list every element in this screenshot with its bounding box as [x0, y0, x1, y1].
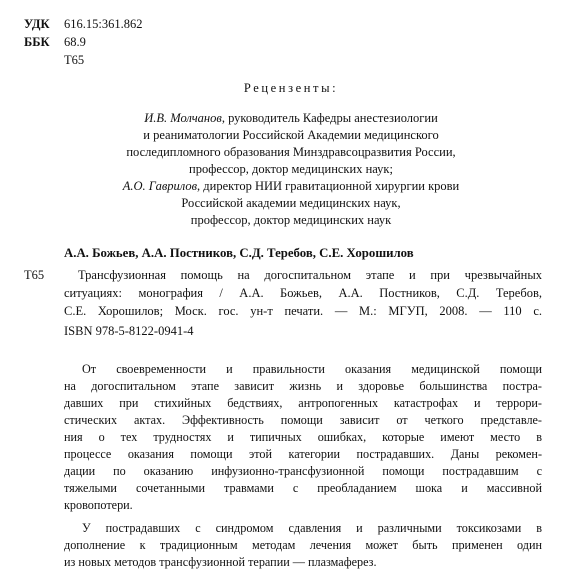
record-line-3: С.Е. Хорошилов; Моск. гос. ун-т печати. — М.: МГУП, 2008. — 110 с.	[64, 304, 542, 318]
record-sign: Т65	[24, 268, 45, 282]
reviewer-1-line-3: последипломного образования Минздравсоцразвития России,	[126, 145, 456, 159]
reviewer-2-role: , директор НИИ гравитационной хирургии крови	[197, 179, 460, 193]
abstract-p2-line-3: из новых методов трансфузионной терапии — плазмаферез.	[64, 555, 377, 569]
abstract-p1-line-2: на догоспитальном этапе зависит жизнь и здоровье большинства постра-	[64, 379, 542, 393]
udk-label: УДК	[24, 17, 50, 31]
author-sign: Т65	[64, 53, 85, 67]
record-isbn: ISBN 978-5-8122-0941-4	[64, 324, 194, 338]
reviewer-2-name: А.О. Гаврилов	[122, 179, 198, 193]
reviewer-1-line-4: профессор, доктор медицинских наук;	[189, 162, 393, 176]
reviewer-1-name: И.В. Молчанов	[144, 111, 222, 125]
abstract-p2-line-2: дополнение к традиционным методам лечения может быть применен один	[64, 538, 542, 552]
bbk-value: 68.9	[64, 35, 86, 49]
reviewer-2-line-2: Российской академии медицинских наук,	[181, 196, 401, 210]
bbk-label: ББК	[24, 35, 50, 49]
record-line-1: Трансфузионная помощь на догоспитальном этапе и при чрезвычайных	[78, 268, 542, 282]
reviewer-1-role: , руководитель Кафедры анестезиологии	[221, 111, 438, 125]
abstract-p2-line-1: У пострадавших с синдромом сдавления и различными токсикозами в	[82, 521, 542, 535]
abstract-p1-line-8: тяжелыми сочетанными травмами с преобладанием шока и массивной	[64, 481, 542, 495]
reviewer-2-line-1	[0, 179, 582, 194]
reviewer-1-line-1	[0, 111, 582, 126]
abstract-p1-line-5: ния о тех трудностях и типичных ошибках, которые имеют место в	[64, 430, 542, 444]
abstract-p1-line-9: кровопотери.	[64, 498, 133, 512]
record-authors: А.А. Божьев, А.А. Постников, С.Д. Теребов, С.Е. Хорошилов	[64, 246, 414, 260]
abstract-p1-line-7: дации по оказанию инфузионно-трансфузионной помощи пострадавшим с	[64, 464, 542, 478]
abstract-p1-line-3: давших при стихийных бедствиях, антропогенных катастрофах и террори-	[64, 396, 542, 410]
reviewers-title: Рецензенты:	[243, 81, 339, 95]
reviewer-1-line-2: и реаниматологии Российской Академии медицинского	[143, 128, 439, 142]
reviewer-2-line-3: профессор, доктор медицинских наук	[190, 213, 392, 227]
udk-value: 616.15:361.862	[64, 17, 143, 31]
abstract-p1-line-6: процессе оказания помощи этой категории пострадавших. Даны рекомен-	[64, 447, 542, 461]
abstract-p1-line-4: стических актах. Эффективность помощи зависит от четкого представле-	[64, 413, 542, 427]
abstract-p1-line-1: От своевременности и правильности оказания медицинской помощи	[82, 362, 542, 376]
record-line-2: ситуациях: монография / А.А. Божьев, А.А. Постников, С.Д. Теребов,	[64, 286, 542, 300]
